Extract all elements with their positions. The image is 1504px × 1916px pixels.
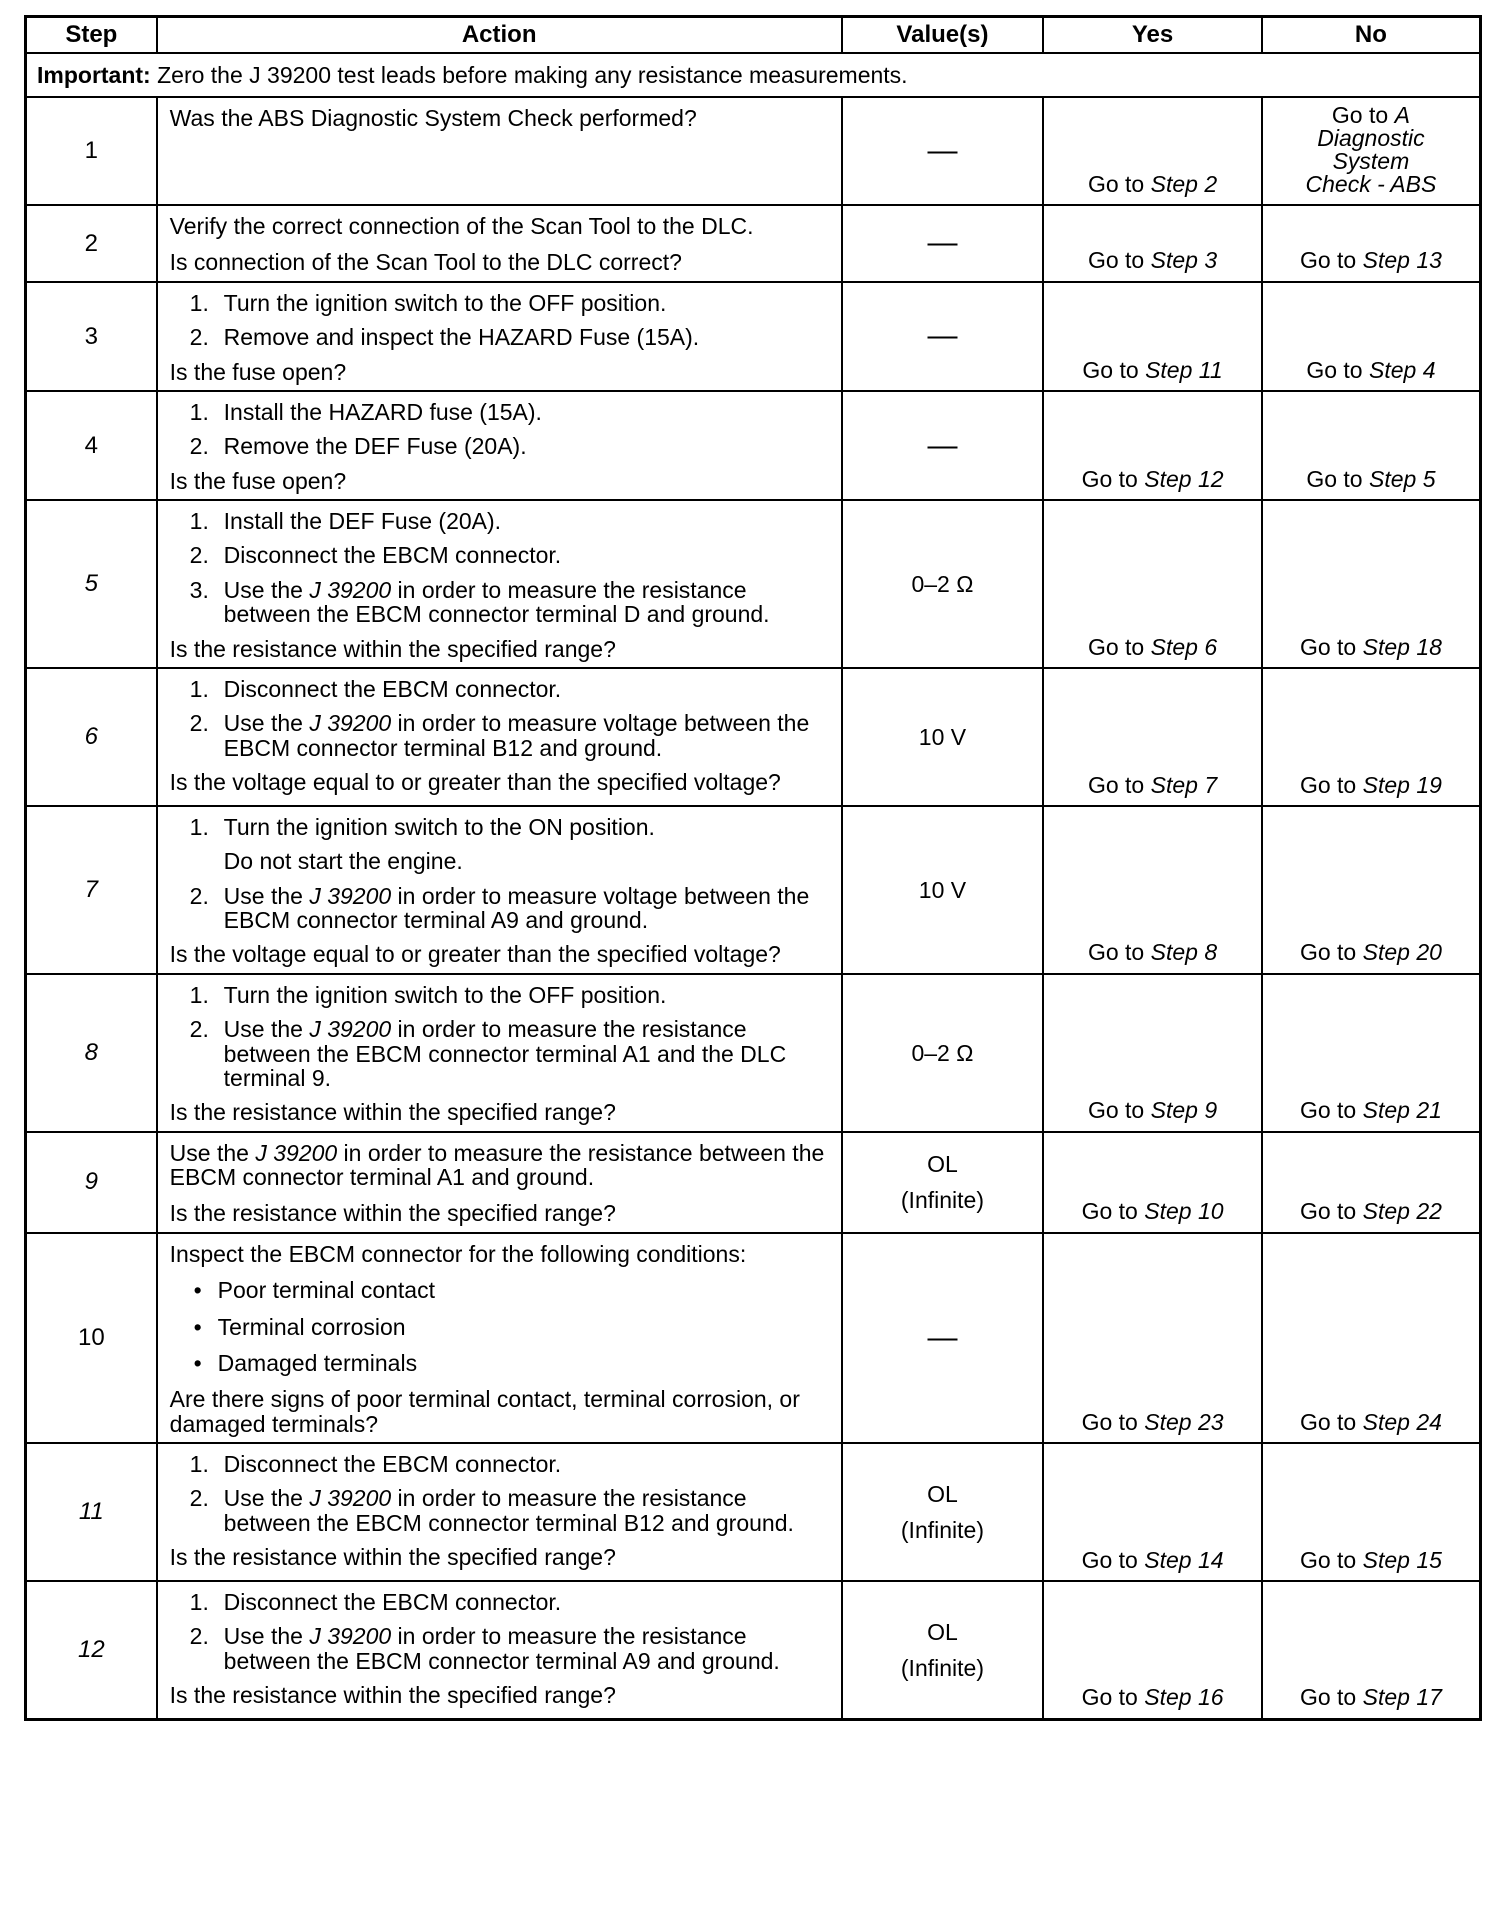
no-cell: Go to Step 4 [1262, 282, 1481, 391]
action-item: 1. Disconnect the EBCM connector. [189, 1589, 562, 1615]
action-cell [157, 974, 842, 1132]
yes-link[interactable]: Step 3 [1150, 247, 1218, 274]
no-link[interactable]: Step 19 [1362, 771, 1442, 798]
yes-cell: Go to Step 14 [1043, 1443, 1262, 1581]
value-text: 10 V [918, 876, 967, 903]
header-no: No [1262, 17, 1481, 54]
yes-link[interactable]: Step 2 [1150, 170, 1218, 197]
value-cell [842, 500, 1044, 668]
step-number: 7 [26, 806, 157, 974]
step-number: 6 [26, 668, 157, 806]
no-cell: Go to Step 13 [1262, 205, 1481, 282]
no-link[interactable]: Step 15 [1362, 1546, 1442, 1573]
action-item: 1. Turn the ignition switch to the OFF position. [189, 981, 667, 1008]
yes-link[interactable]: Step 12 [1144, 465, 1224, 492]
value-cell [842, 205, 1044, 282]
step-number: 12 [26, 1581, 157, 1719]
yes-cell: Go to Step 23 [1043, 1233, 1262, 1443]
step-number: 2 [26, 205, 157, 282]
step-number: 8 [26, 974, 157, 1132]
action-cell [157, 391, 842, 500]
action-text: Was the ABS Diagnostic System Check performed? [169, 105, 697, 131]
action-question: Is the voltage equal to or greater than the specified voltage? [169, 941, 781, 968]
yes-cell: Go to Step 6 [1043, 500, 1262, 668]
table-row [26, 974, 1481, 1132]
step-number: 4 [26, 391, 157, 500]
step-number: 9 [26, 1132, 157, 1233]
step-number: 11 [26, 1443, 157, 1581]
action-cell [157, 1132, 842, 1233]
no-link[interactable]: Step 20 [1362, 939, 1442, 966]
table-row [26, 1581, 1481, 1719]
action-question: Is the resistance within the specified range? [169, 1544, 616, 1571]
yes-link[interactable]: Step 16 [1144, 1684, 1224, 1711]
bullet-item: • Damaged terminals [193, 1349, 418, 1376]
yes-cell: Go to Step 3 [1043, 205, 1262, 282]
table-row [26, 500, 1481, 668]
yes-cell: Go to Step 11 [1043, 282, 1262, 391]
value-subtext: (Infinite) [900, 1517, 984, 1543]
tool-reference: J 39200 [309, 710, 392, 737]
no-cell: Go to A Diagnostic System Check - ABS [1262, 97, 1481, 205]
action-item-note: Do not start the engine. [223, 848, 463, 875]
action-cell [157, 282, 842, 391]
action-text: Use the J 39200 in order to measure the resistance between the EBCM connector terminal A1 and ground. [169, 1139, 825, 1190]
action-item: 2. Remove and inspect the HAZARD Fuse (15A). [189, 324, 700, 351]
value-text: OL [927, 1151, 958, 1178]
action-item: 2. Use the J 39200 in order to measure the resistance between the EBCM connector terminal A1 and the DLC terminal 9. [189, 1016, 787, 1091]
action-question: Is the fuse open? [169, 467, 347, 494]
action-item: 1. Install the DEF Fuse (20A). [189, 508, 502, 534]
yes-cell: Go to Step 16 [1043, 1581, 1262, 1719]
action-question: Is the fuse open? [169, 358, 347, 385]
table-row [26, 668, 1481, 806]
action-item: 2. Use the J 39200 in order to measure the resistance between the EBCM connector terminal B12 and ground. [189, 1485, 794, 1536]
no-link[interactable]: A [1394, 102, 1410, 128]
yes-cell: Go to Step 8 [1043, 806, 1262, 974]
value-text: 0–2 Ω [911, 1039, 974, 1066]
tool-reference: J 39200 [255, 1139, 338, 1166]
action-cell [157, 668, 842, 806]
yes-link[interactable]: Step 7 [1150, 771, 1218, 798]
action-question: Is the voltage equal to or greater than the specified voltage? [169, 769, 781, 795]
action-cell [157, 1581, 842, 1719]
important-label: Important: [37, 61, 151, 88]
value-cell [842, 97, 1044, 205]
no-link[interactable]: Step 21 [1362, 1097, 1442, 1124]
table-row [26, 282, 1481, 391]
action-cell [157, 1233, 842, 1443]
tool-reference: J 39200 [309, 1485, 392, 1512]
tool-reference: J 39200 [309, 1016, 392, 1043]
action-question: Is the resistance within the specified range? [169, 635, 616, 662]
header-step: Step [26, 17, 157, 54]
value-subtext: (Infinite) [900, 1654, 984, 1681]
yes-cell: Go to Step 2 [1043, 97, 1262, 205]
no-link[interactable]: Step 13 [1362, 247, 1442, 274]
no-cell: Go to Step 21 [1262, 974, 1481, 1132]
action-item: 3. Use the J 39200 in order to measure the resistance between the EBCM connector terminal D and ground. [189, 576, 770, 628]
value-text: — [927, 1320, 958, 1354]
no-link[interactable]: Step 17 [1362, 1684, 1442, 1711]
value-text: OL [927, 1481, 958, 1507]
action-item: 1. Turn the ignition switch to the OFF position. [189, 289, 667, 316]
important-row [26, 53, 1481, 97]
action-question: Is the resistance within the specified range? [169, 1200, 616, 1227]
action-question: Is the resistance within the specified range? [169, 1099, 616, 1126]
value-cell [842, 974, 1044, 1132]
bullet-item: • Poor terminal contact [193, 1277, 435, 1304]
value-text: — [927, 319, 958, 353]
value-text: 10 V [918, 723, 967, 750]
no-link[interactable]: Step 4 [1369, 356, 1436, 383]
action-cell [157, 1443, 842, 1581]
no-cell: Go to Step 15 [1262, 1443, 1481, 1581]
value-text: — [927, 428, 958, 462]
value-text: — [927, 134, 958, 168]
yes-link[interactable]: Step 11 [1145, 356, 1223, 383]
diagnostic-document [24, 15, 1482, 1721]
action-item: 1. Disconnect the EBCM connector. [189, 675, 562, 702]
table-row [26, 97, 1481, 205]
no-cell: Go to Step 5 [1262, 391, 1481, 500]
no-cell: Go to Step 17 [1262, 1581, 1481, 1719]
yes-link[interactable]: Step 6 [1150, 633, 1218, 660]
step-number: 10 [26, 1233, 157, 1443]
step-number: 5 [26, 500, 157, 668]
no-link[interactable]: Step 22 [1362, 1198, 1442, 1225]
table-row [26, 806, 1481, 974]
yes-link[interactable]: Step 23 [1144, 1408, 1224, 1435]
action-item: 2. Use the J 39200 in order to measure voltage between the EBCM connector terminal B12 and ground. [189, 710, 810, 761]
table-row [26, 205, 1481, 282]
yes-cell: Go to Step 10 [1043, 1132, 1262, 1233]
no-cell: Go to Step 24 [1262, 1233, 1481, 1443]
action-question: Is connection of the Scan Tool to the DLC correct? [169, 249, 682, 276]
table-row [26, 1443, 1481, 1581]
header-yes: Yes [1043, 17, 1262, 54]
action-cell [157, 205, 842, 282]
value-subtext: (Infinite) [900, 1187, 984, 1214]
header-action: Action [157, 17, 842, 54]
value-cell [842, 1132, 1044, 1233]
value-cell [842, 1233, 1044, 1443]
yes-cell: Go to Step 12 [1043, 391, 1262, 500]
no-cell: Go to Step 22 [1262, 1132, 1481, 1233]
step-number: 3 [26, 282, 157, 391]
table-row [26, 1233, 1481, 1443]
value-cell [842, 1581, 1044, 1719]
step-number: 1 [26, 97, 157, 205]
tool-reference: J 39200 [309, 576, 392, 603]
yes-link[interactable]: Step 10 [1144, 1198, 1224, 1225]
no-link[interactable]: Step 18 [1362, 633, 1442, 660]
diagnostic-table [24, 15, 1482, 1721]
tool-reference: J 39200 [309, 882, 392, 909]
value-cell [842, 282, 1044, 391]
action-item: 2. Remove the DEF Fuse (20A). [189, 433, 527, 460]
no-link[interactable]: Step 24 [1362, 1408, 1442, 1435]
action-text: Inspect the EBCM connector for the following conditions: [169, 1240, 747, 1267]
yes-link[interactable]: Step 14 [1144, 1546, 1224, 1573]
table-row [26, 391, 1481, 500]
table-header-row [26, 17, 1481, 54]
action-question: Is the resistance within the specified range? [169, 1682, 616, 1709]
table-row [26, 1132, 1481, 1233]
action-cell [157, 97, 842, 205]
tool-reference: J 39200 [309, 1623, 392, 1650]
header-values: Value(s) [842, 17, 1044, 54]
value-cell [842, 1443, 1044, 1581]
action-cell [157, 806, 842, 974]
action-cell [157, 500, 842, 668]
no-cell: Go to Step 19 [1262, 668, 1481, 806]
action-text: Verify the correct connection of the Scan Tool to the DLC. [169, 213, 754, 239]
action-question: Are there signs of poor terminal contact, terminal corrosion, or damaged terminals? [169, 1386, 800, 1437]
yes-link[interactable]: Step 8 [1150, 939, 1218, 966]
action-item: 1. Install the HAZARD fuse (15A). [189, 398, 542, 425]
action-item: 1. Disconnect the EBCM connector. [189, 1451, 562, 1477]
value-text: 0–2 Ω [911, 570, 974, 597]
no-cell: Go to Step 20 [1262, 806, 1481, 974]
action-item: 2. Disconnect the EBCM connector. [189, 542, 562, 569]
yes-cell: Go to Step 7 [1043, 668, 1262, 806]
no-cell: Go to Step 18 [1262, 500, 1481, 668]
value-text: — [927, 226, 958, 260]
action-item: 2. Use the J 39200 in order to measure the resistance between the EBCM connector terminal A9 and ground. [189, 1623, 780, 1674]
no-link[interactable]: Step 5 [1369, 465, 1436, 492]
important-note [26, 53, 1481, 97]
action-item: 2. Use the J 39200 in order to measure voltage between the EBCM connector terminal A9 and ground. [189, 882, 810, 933]
value-cell [842, 806, 1044, 974]
value-cell [842, 668, 1044, 806]
yes-cell: Go to Step 9 [1043, 974, 1262, 1132]
important-text: Zero the J 39200 test leads before making any resistance measurements. [150, 61, 908, 88]
bullet-item: • Terminal corrosion [193, 1313, 406, 1340]
yes-link[interactable]: Step 9 [1150, 1097, 1218, 1124]
action-item: 1. Turn the ignition switch to the ON position. [189, 813, 655, 840]
value-cell [842, 391, 1044, 500]
value-text: OL [927, 1618, 958, 1645]
